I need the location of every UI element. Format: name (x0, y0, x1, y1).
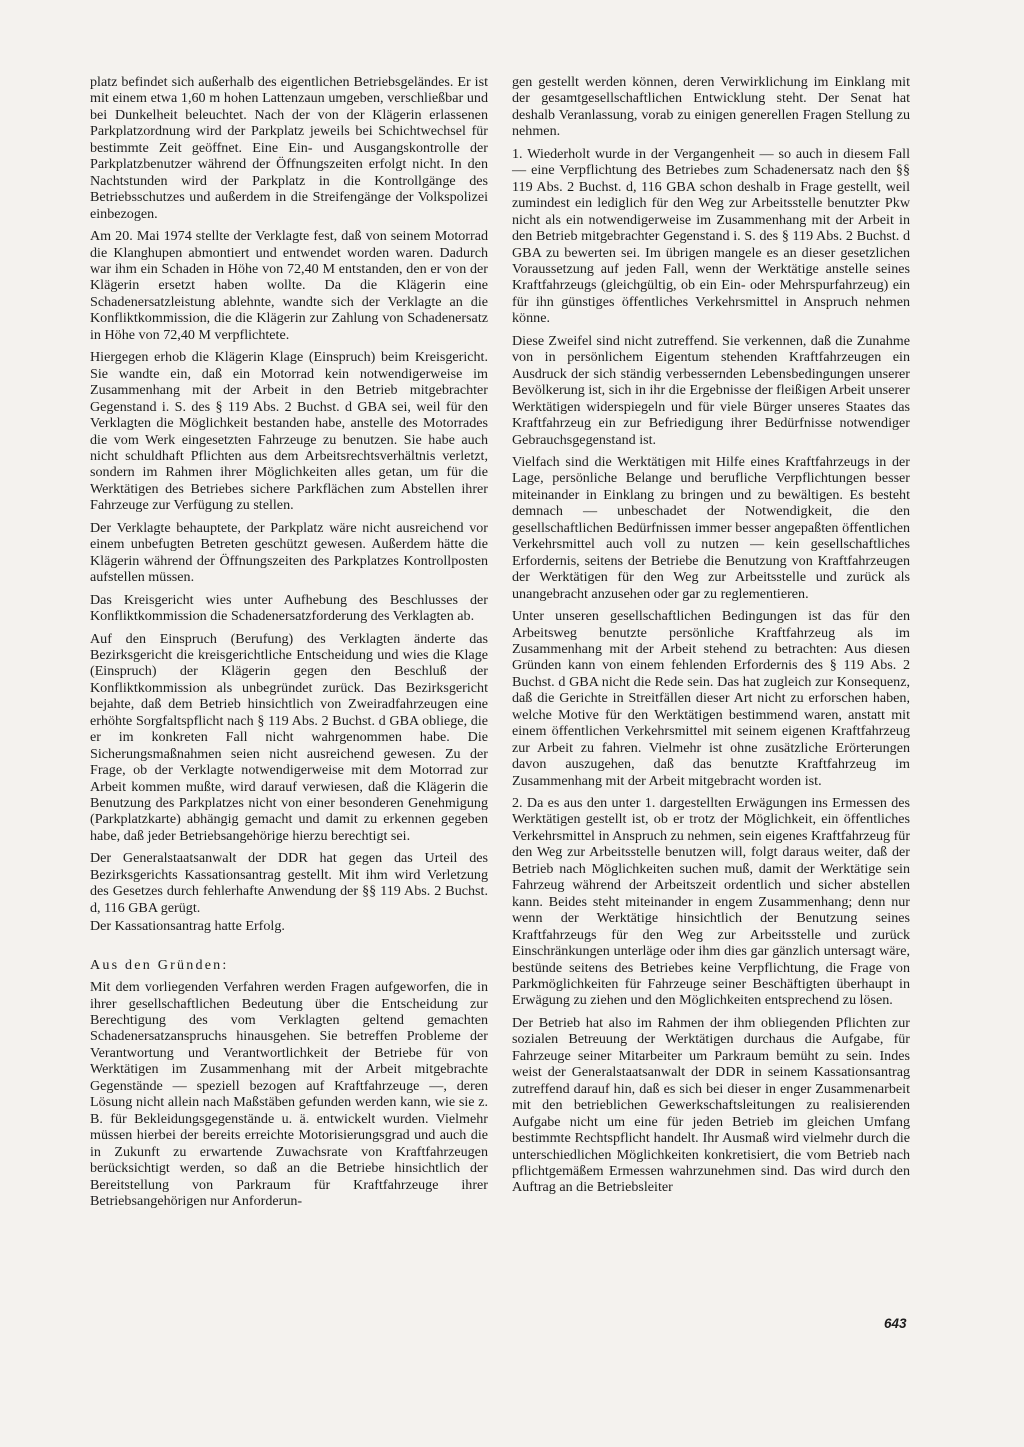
paragraph: gen gestellt werden können, deren Verwirklichung im Einklang mit der gesamtgesellschaftlichen Entwicklung steht. Der Senat hat deshalb Veranlassung, vorab zu einigen generellen Fragen Stellung zu nehmen. (512, 74, 910, 140)
right-column (512, 74, 910, 1202)
paragraph: Auf den Einspruch (Berufung) des Verklagten änderte das Bezirksgericht die kreisgerichtliche Entscheidung und wies die Klage (Einspruch) der Klägerin gegen den Beschluß der Konfliktkommission als unbegründet zurück. Das Bezirksgericht bejahte, daß dem Betrieb hinsichtlich von Zweiradfahrzeugen eine erhöhte Sorgfaltspflicht nach § 119 Abs. 2 Buchst. d GBA obliege, die er im konkreten Fall nicht wahrgenommen habe. Die Sicherungsmaßnahmen seien nicht ausreichend gewesen. Zu der Frage, ob der Verklagte notwendigerweise mit dem Motorrad zur Arbeit kommen mußte, wird darauf verwiesen, daß die Klägerin die Benutzung des Parkplatzes nicht von einer besonderen Genehmigung (Parkplatzkarte) abhängig gemacht und damit zu erkennen gegeben habe, daß jeder Betriebsangehörige hierzu berechtigt sei. (90, 630, 488, 844)
paragraph: Am 20. Mai 1974 stellte der Verklagte fest, daß von seinem Motorrad die Klanghupen abmontiert und entwendet worden waren. Dadurch war ihm ein Schaden in Höhe von 72,40 M entstanden, den er von der Klägerin ersetzt haben wollte. Da die Klägerin eine Schadenersatzleistung ablehnte, wandte sich der Verklagte an die Konfliktkommission, die die Klägerin zur Zahlung von Schadenersatz in Höhe von 72,40 M verpflichtete. (90, 228, 488, 343)
paragraph: Mit dem vorliegenden Verfahren werden Fragen aufgeworfen, die in ihrer gesellschaftlichen Bedeutung über die Entscheidung zur Berechtigung des vom Verklagten geltend gemachten Schadenersatzanspruchs hinausgehen. Sie betreffen Probleme der Verantwortung und Verantwortlichkeit der Betriebe für von Werktätigen im Zusammenhang mit der Arbeit mitgebrachte Gegenstände — speziell bezogen auf Kraftfahrzeuge —, deren Lösung nicht allein nach Maßstäben gefunden werden kann, wie sie z. B. für Bekleidungsgegenstände u. ä. entwickelt wurden. Vielmehr müssen hierbei der bereits erreichte Motorisierungsgrad und auch die in Zukunft zu erwartende Zuwachsrate von Kraftfahrzeugen berücksichtigt werden, so daß an die Betriebe hinsichtlich der Bereitstellung von Parkraum für Kraftfahrzeuge ihrer Betriebsangehörigen nur Anforderun- (90, 979, 488, 1209)
section-heading: Aus den Gründen: (90, 956, 229, 973)
page-number: 643 (884, 1316, 907, 1331)
paragraph: platz befindet sich außerhalb des eigentlichen Betriebsgeländes. Er ist mit einem etwa 1,60 m hohen Lattenzaun umgeben, verschließbar und bei Dunkelheit beleuchtet. Nach der von der Klägerin erlassenen Parkplatzordnung wird der Parkplatz jeweils bei Schichtwechsel für bestimmte Zeit geöffnet. Eine Ein- und Ausgangskontrolle der Parkplatzbenutzer während der Öffnungszeiten erfolgt nicht. In den Nachtstunden wird der Parkplatz in die Kontrollgänge des Betriebsschutzes und außerdem in die Streifengänge der Volkspolizei einbezogen. (90, 74, 488, 222)
paragraph: Vielfach sind die Werktätigen mit Hilfe eines Kraftfahrzeugs in der Lage, persönliche Belange und berufliche Verpflichtungen besser miteinander in Einklang zu bringen und zu bewältigen. Es besteht demnach — unbeschadet der Notwendigkeit, die den gesellschaftlichen Bedürfnissen immer besser angepaßten öffentlichen Verkehrsmittel auch voll zu nutzen — kein gesellschaftliches Erfordernis, seitens der Betriebe die Benutzung von Kraftfahrzeugen der Werktätigen für den Weg zur Arbeitsstelle und zurück als unangebracht anzusehen oder gar zu reglementieren. (512, 453, 910, 602)
paragraph: Der Verklagte behauptete, der Parkplatz wäre nicht ausreichend vor einem unbefugten Betreten geschützt gewesen. Außerdem hätte die Klägerin während der Öffnungszeiten des Parkplatzes Kontrollposten aufstellen müssen. (90, 519, 488, 586)
paragraph: Diese Zweifel sind nicht zutreffend. Sie verkennen, daß die Zunahme von in persönlichem Eigentum stehenden Kraftfahrzeugen ein Ausdruck der sich ständig verbessernden Lebensbedingungen unserer Bevölkerung ist, sich in ihr die Ergebnisse der fleißigen Arbeit unserer Werktätigen widerspiegeln und für viele Bürger unseres Staates das Kraftfahrzeug ein zur Befriedigung ihrer Bedürfnisse notwendiger Gebrauchsgegenstand ist. (512, 332, 910, 448)
paragraph: 2. Da es aus den unter 1. dargestellten Erwägungen ins Ermessen des Werktätigen gestellt ist, ob er trotz der Möglichkeit, ein öffentliches Verkehrsmittel in Anspruch zu nehmen, sein eigenes Kraftfahrzeug für den Weg zur Arbeitsstelle benutzen will, folgt daraus weiter, daß der Betrieb nach Möglichkeiten suchen muß, damit der Werktätige sein Fahrzeug während der Arbeitszeit ordentlich und sicher abstellen kann. Beides steht miteinander in engem Zusammenhang; denn nur wenn der Werktätige hinsichtlich der Benutzung seines Kraftfahrzeugs für den Weg zur Arbeitsstelle und zurück Einschränkungen unterläge oder ihm dies gar gänzlich untersagt wäre, bestünde seitens des Betriebes keine Verpflichtung, die Frage von Parkmöglichkeiten für Fahrzeuge seiner Beschäftigten überhaupt in Erwägung zu ziehen und den Möglichkeiten entsprechend zu lösen. (512, 795, 911, 1009)
paragraph: Unter unseren gesellschaftlichen Bedingungen ist das für den Arbeitsweg benutzte persönliche Kraftfahrzeug als im Zusammenhang mit der Arbeit stehend zu betrachten: Aus diesen Gründen kann von einem fehlenden Erfordernis des § 119 Abs. 2 Buchst. d GBA nicht die Rede sein. Das hat zugleich zur Konsequenz, daß die Gerichte in Streitfällen dieser Art nicht zu erforschen haben, welche Motive für den Werktätigen bestimmend waren, anstatt mit einem öffentlichen Verkehrsmittel mit seinem eigenen Kraftfahrzeug zur Arbeit zu fahren. Vielmehr ist ohne zusätzliche Erörterungen davon auszugehen, daß das benutzte Kraftfahrzeug im Zusammenhang mit der Arbeit mitgebracht worden ist. (512, 608, 910, 789)
paragraph: Der Generalstaatsanwalt der DDR hat gegen das Urteil des Bezirksgerichts Kassationsantrag gestellt. Mit ihm wird Verletzung des Gesetzes durch fehlerhafte Anwendung der §§ 119 Abs. 2 Buchst. d, 116 GBA gerügt. (90, 850, 488, 916)
paragraph: 1. Wiederholt wurde in der Vergangenheit — so auch in diesem Fall — eine Verpflichtung des Betriebes zum Schadenersatz nach den §§ 119 Abs. 2 Buchst. d, 116 GBA schon deshalb in Frage gestellt, weil zumindest ein lediglich für den Weg zur Arbeitsstelle benutzter Pkw nicht als ein notwendigerweise im Zusammenhang mit der Arbeit in den Betrieb mitgebrachter Gegenstand i. S. des § 119 Abs. 2 Buchst. d GBA zu bewerten sei. Im übrigen mangele es an dieser gesetzlichen Voraussetzung auf jeden Fall, wenn der Werktätige anstelle seines Kraftfahrzeugs (gleichgültig, ob ein Ein- oder Mehrspurfahrzeug) ein für ihn günstiges öffentliches Verkehrsmittel in Anspruch nehmen könne. (512, 145, 910, 327)
paragraph: Das Kreisgericht wies unter Aufhebung des Beschlusses der Konfliktkommission die Schadenersatzforderung des Verklagten ab. (90, 591, 488, 625)
left-column (90, 74, 488, 1215)
paragraph: Der Betrieb hat also im Rahmen der ihm obliegenden Pflichten zur sozialen Betreuung der Werktätigen durchaus die Aufgabe, für Fahrzeuge seiner Mitarbeiter um Parkraum bemüht zu sein. Indes weist der Generalstaatsanwalt der DDR in seinem Kassationsantrag zutreffend darauf hin, daß es sich bei dieser in enger Zusammenarbeit mit den betrieblichen Gewerkschaftsleitungen zu realisierenden Aufgabe nicht um eine für jeden Betrieb im gleichen Umfang bestimmte Rechtspflicht handelt. Ihr Ausmaß wird vielmehr durch die unterschiedlichen Möglichkeiten konkretisiert, die vom Betrieb nach pflichtgemäßem Ermessen wahrzunehmen sind. Das wird durch den Auftrag an die Betriebsleiter (512, 1014, 910, 1196)
paragraph: Hiergegen erhob die Klägerin Klage (Einspruch) beim Kreisgericht. Sie wandte ein, daß ein Motorrad kein notwendigerweise im Zusammenhang mit der Arbeit in den Betrieb mitgebrachter Gegenstand i. S. des § 119 Abs. 2 Buchst. d GBA sei, weil für den Verklagten die Möglichkeit bestanden habe, anstelle des Motorrades die vom Werk eingesetzten Fahrzeuge zu benutzen. Sie habe auch nicht schuldhaft Pflichten aus dem Arbeitsrechtsverhältnis verletzt, sondern im Rahmen ihrer Möglichkeiten alles getan, um für die Werktätigen des Betriebes sichere Parkflächen zum Abstellen ihrer Fahrzeuge zur Verfügung zu stellen. (90, 349, 488, 514)
paragraph: Der Kassationsantrag hatte Erfolg. (90, 918, 285, 935)
